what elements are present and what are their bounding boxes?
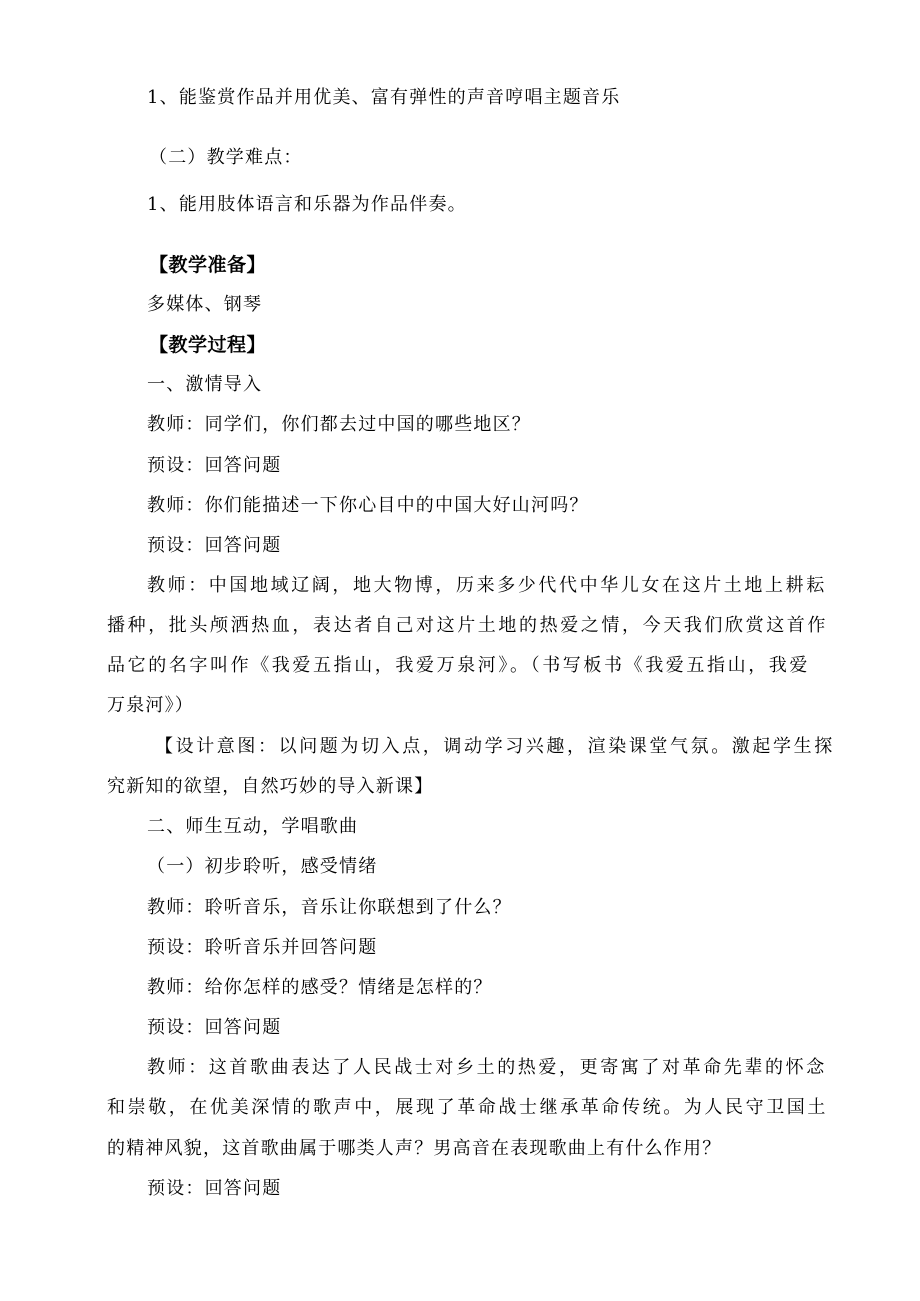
design-intent-line-1: 【设计意图：以问题为切入点，调动学习兴趣，渲染课堂气氛。激起学生探 <box>155 736 835 757</box>
teacher-paragraph-3-line-3: 品它的名字叫作《我爱五指山，我爱万泉河》。（书写板书《我爱五指山，我爱 <box>107 655 810 676</box>
teacher-paragraph-6-line-1: 教师：这首歌曲表达了人民战士对乡土的热爱，更寄寓了对革命先辈的怀念 <box>147 1057 827 1078</box>
teacher-line-1: 教师：同学们，你们都去过中国的哪些地区？ <box>147 414 531 435</box>
teaching-difficulty-item-1: 1、能用肢体语言和乐器为作品伴奏。 <box>147 194 467 215</box>
teacher-line-4: 教师：聆听音乐，音乐让你联想到了什么？ <box>147 897 512 918</box>
preset-line-6: 预设：回答问题 <box>147 1178 282 1199</box>
preset-line-4: 预设：聆听音乐并回答问题 <box>147 937 378 958</box>
teacher-paragraph-3-line-1: 教师：中国地域辽阔，地大物博，历来多少代代中华儿女在这片土地上耕耘 <box>147 575 827 596</box>
section-heading-1: 一、激情导入 <box>147 374 263 395</box>
teaching-preparation-items: 多媒体、钢琴 <box>147 294 263 315</box>
design-intent-line-2: 究新知的欲望，自然巧妙的导入新课】 <box>107 776 434 797</box>
section-heading-2: 二、师生互动，学唱歌曲 <box>147 816 359 837</box>
preset-line-5: 预设：回答问题 <box>147 1017 282 1038</box>
subsection-heading-1: （一）初步聆听，感受情绪 <box>147 856 378 877</box>
teacher-paragraph-3-line-4: 万泉河》） <box>107 695 194 716</box>
teaching-focus-item-1: 1、能鉴赏作品并用优美、富有弹性的声音哼唱主题音乐 <box>147 87 621 108</box>
teaching-preparation-heading: 【教学准备】 <box>149 254 267 276</box>
preset-line-2: 预设：回答问题 <box>147 535 282 556</box>
teacher-line-2: 教师：你们能描述一下你心目中的中国大好山河吗？ <box>147 495 589 516</box>
teacher-paragraph-3-line-2: 播种，批头颅洒热血，表达者自己对这片土地的热爱之情，今天我们欣赏这首作 <box>107 615 828 636</box>
teacher-line-5: 教师：给你怎样的感受？情绪是怎样的？ <box>147 977 493 998</box>
teacher-paragraph-6-line-2: 和崇敬，在优美深情的歌声中，展现了革命战士继承革命传统。为人民守卫国土 <box>107 1097 828 1118</box>
preset-line-1: 预设：回答问题 <box>147 455 282 476</box>
teaching-difficulty-heading: （二）教学难点： <box>149 147 303 168</box>
teacher-paragraph-6-line-3: 的精神风貌，这首歌曲属于哪类人声？男高音在表现歌曲上有什么作用？ <box>107 1138 722 1159</box>
teaching-process-heading: 【教学过程】 <box>149 334 267 356</box>
